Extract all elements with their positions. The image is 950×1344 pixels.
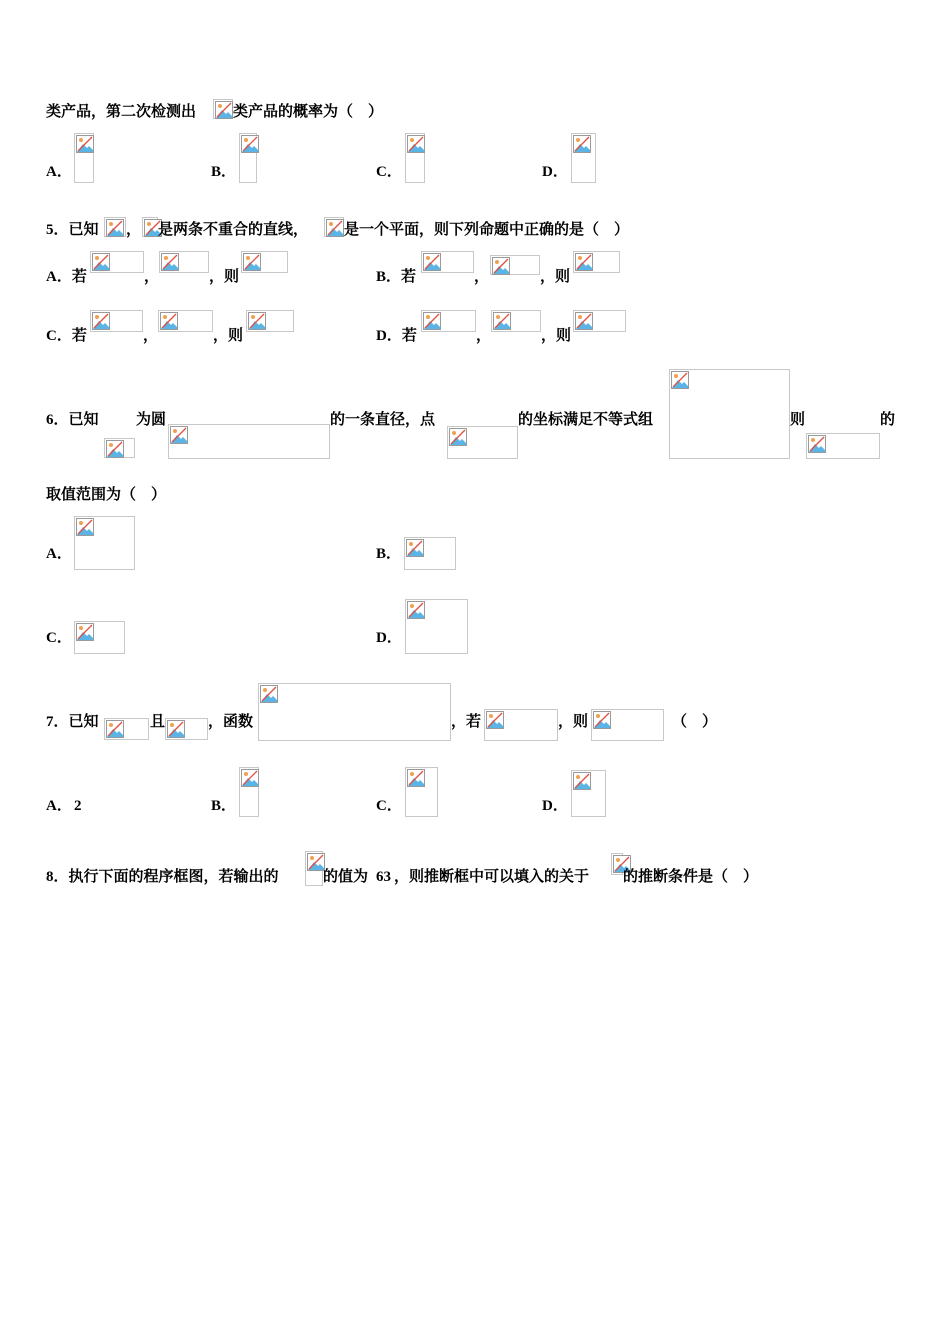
formula-image: [324, 217, 344, 237]
q4-option-a-label: A．: [46, 164, 72, 180]
broken-image-icon: [161, 253, 179, 271]
broken-image-icon: [92, 253, 110, 271]
broken-image-icon: [493, 312, 511, 330]
formula-image: [142, 217, 158, 237]
q4-stem-part1: 类产品，第二次检测出: [46, 104, 197, 120]
then-text: ，则: [209, 269, 240, 285]
q6-option-c-image: [74, 621, 125, 654]
broken-image-icon: [808, 435, 826, 453]
q7-option-b-label: B．: [211, 798, 237, 814]
formula-image: [447, 426, 518, 459]
comma: ，: [474, 269, 490, 285]
broken-image-icon: [406, 539, 424, 557]
broken-image-icon: [575, 253, 593, 271]
broken-image-icon: [76, 135, 94, 153]
formula-image: [168, 424, 330, 459]
broken-image-icon: [449, 428, 467, 446]
broken-image-icon: [170, 426, 188, 444]
q5-stem-part3: 是一个平面，则下列命题中正确的是（ ）: [344, 222, 630, 238]
broken-image-icon: [573, 772, 591, 790]
broken-image-icon: [407, 601, 425, 619]
broken-image-icon: [92, 312, 110, 330]
q5-d-image-1: [421, 310, 476, 332]
broken-image-icon: [407, 135, 425, 153]
formula-image: [669, 369, 790, 459]
then-text: ，则: [213, 328, 244, 344]
q5-option-d-label: D．若: [376, 328, 417, 344]
formula-image: [104, 718, 149, 740]
broken-image-icon: [76, 518, 94, 536]
q5-stem-part1: 5．已知: [46, 222, 99, 238]
comma: ，: [144, 269, 160, 285]
broken-image-icon: [167, 720, 185, 738]
q5-option-b-label: B．若: [376, 269, 417, 285]
q6-option-a-label: A．: [46, 546, 72, 562]
broken-image-icon: [241, 769, 259, 787]
q7-option-c-label: C．: [376, 798, 402, 814]
q7-option-b-image: [239, 767, 259, 817]
q6-stem-part3: 的一条直径，点: [330, 412, 436, 428]
q5-a-image-1: [90, 251, 144, 273]
q5-b-image-3: [573, 251, 620, 273]
broken-image-icon: [106, 219, 124, 237]
broken-image-icon: [248, 312, 266, 330]
q6-stem-part5: 则: [790, 412, 806, 428]
broken-image-icon: [106, 440, 124, 458]
broken-image-icon: [575, 312, 593, 330]
q6-option-d-image: [405, 599, 468, 654]
q6-option-b-image: [404, 537, 456, 570]
formula-image: [611, 853, 623, 875]
formula-image: [258, 683, 451, 741]
q4-option-b-image: [239, 133, 257, 183]
broken-image-icon: [671, 371, 689, 389]
q5-c-image-2: [158, 310, 213, 332]
broken-image-icon: [241, 135, 259, 153]
q4-option-c-label: C．: [376, 164, 402, 180]
broken-image-icon: [407, 769, 425, 787]
q6-stem-part6: 的: [880, 412, 896, 428]
q5-d-image-2: [491, 310, 541, 332]
broken-image-icon: [423, 253, 441, 271]
q6-stem-part4: 的坐标满足不等式组: [518, 412, 654, 428]
q4-option-a-image: [74, 133, 94, 183]
q8-stem-part1: 8．执行下面的程序框图，若输出的: [46, 869, 279, 885]
q6-option-c-label: C．: [46, 630, 72, 646]
q5-stem-part2: 是两条不重合的直线，: [158, 222, 309, 238]
broken-image-icon: [492, 257, 510, 275]
broken-image-icon: [106, 720, 124, 738]
broken-image-icon: [215, 101, 233, 119]
then-text: ，则: [541, 328, 572, 344]
q4-stem-part2: 类产品的概率为（ ）: [233, 104, 384, 120]
q5-c-image-1: [90, 310, 143, 332]
q8-stem-number: 63: [376, 869, 391, 885]
q6-stem-part1: 6．已知: [46, 412, 99, 428]
q8-stem-part2: 的值为: [323, 869, 369, 885]
broken-image-icon: [486, 711, 504, 729]
broken-image-icon: [160, 312, 178, 330]
formula-image: [806, 433, 880, 459]
q7-option-a-label: A．: [46, 798, 72, 814]
formula-image: [104, 217, 126, 237]
broken-image-icon: [326, 219, 344, 237]
q5-b-image-1: [421, 251, 474, 273]
formula-image: [104, 438, 135, 458]
broken-image-icon: [243, 253, 261, 271]
formula-image: [213, 99, 233, 119]
q5-comma: ，: [126, 222, 142, 238]
q7-stem-part1: 7．已知: [46, 714, 99, 730]
formula-image: [484, 709, 558, 741]
broken-image-icon: [593, 711, 611, 729]
broken-image-icon: [573, 135, 591, 153]
q5-a-image-2: [159, 251, 209, 273]
q4-option-c-image: [405, 133, 425, 183]
q5-option-a-label: A．若: [46, 269, 87, 285]
formula-image: [165, 718, 208, 740]
then-text: ，则: [540, 269, 571, 285]
comma: ，: [143, 328, 159, 344]
broken-image-icon: [260, 685, 278, 703]
q6-option-b-label: B．: [376, 546, 402, 562]
q6-option-d-label: D．: [376, 630, 402, 646]
q7-stem-part5: ，则: [558, 714, 589, 730]
q7-stem-part3: ，函数: [208, 714, 254, 730]
q7-stem-part4: ，若: [451, 714, 482, 730]
q7-stem-part2: 且: [150, 714, 166, 730]
q5-b-image-2: [490, 255, 540, 275]
q4-option-d-label: D．: [542, 164, 568, 180]
q4-option-d-image: [571, 133, 596, 183]
q7-option-d-image: [571, 770, 606, 817]
q4-option-b-label: B．: [211, 164, 237, 180]
q6-option-a-image: [74, 516, 135, 570]
formula-image: [591, 709, 664, 741]
q5-c-image-3: [246, 310, 294, 332]
q6-stem-part7: 取值范围为（ ）: [46, 487, 167, 503]
q7-option-a-value: 2: [74, 798, 82, 814]
broken-image-icon: [76, 623, 94, 641]
q7-option-c-image: [405, 767, 438, 817]
comma: ，: [476, 328, 492, 344]
q7-stem-part6: （ ）: [672, 714, 718, 730]
q5-option-c-label: C．若: [46, 328, 87, 344]
q7-option-d-label: D．: [542, 798, 568, 814]
q5-a-image-3: [241, 251, 288, 273]
q6-stem-part2: 为圆: [136, 412, 167, 428]
q5-d-image-3: [573, 310, 626, 332]
broken-image-icon: [423, 312, 441, 330]
q8-stem-part4: 的推断条件是（ ）: [623, 869, 759, 885]
q8-stem-part3: ，则推断框中可以填入的关于: [394, 869, 590, 885]
formula-image: [305, 851, 323, 886]
